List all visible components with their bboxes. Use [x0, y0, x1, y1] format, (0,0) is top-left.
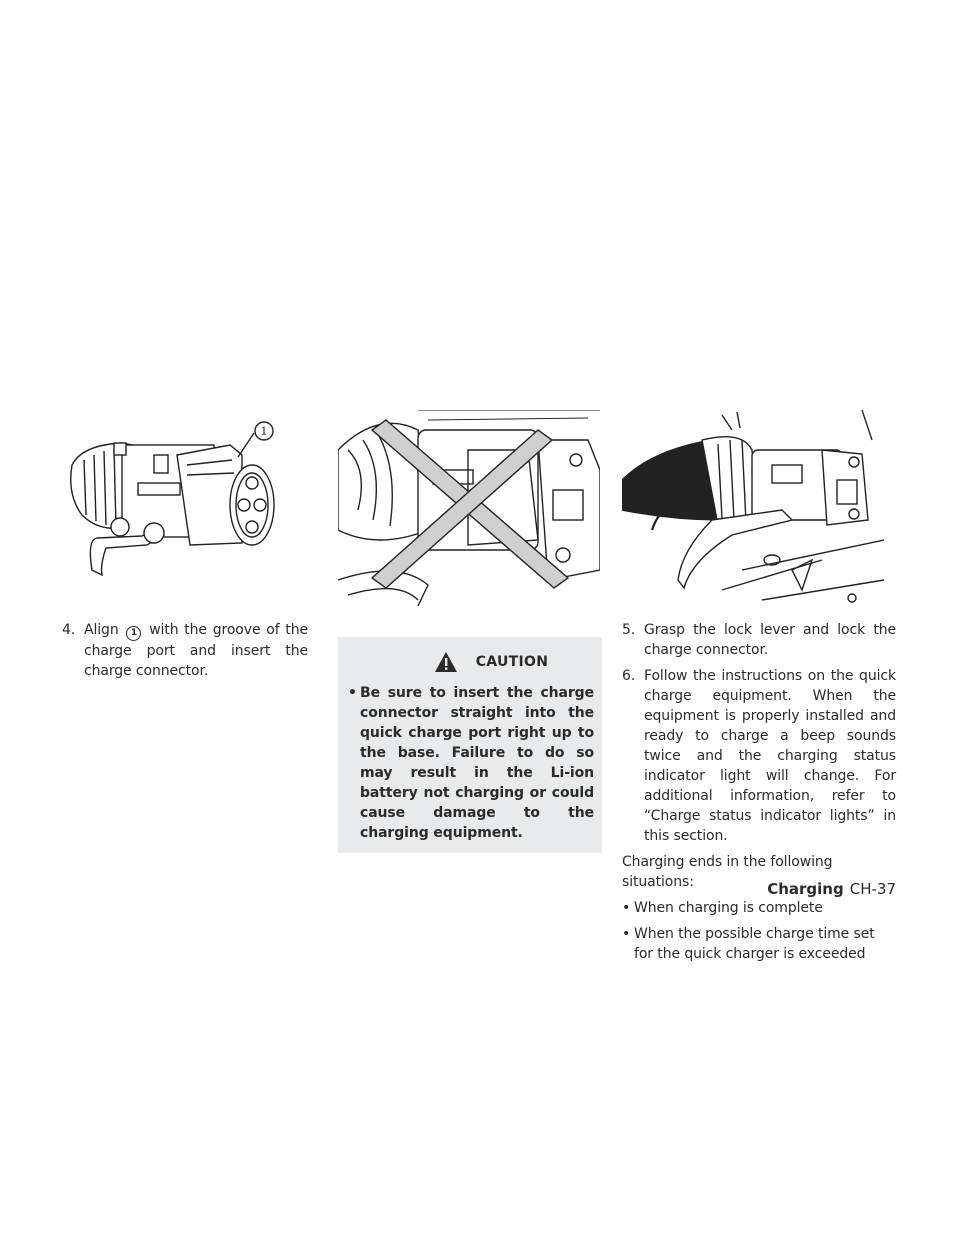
list-item: [622, 898, 896, 918]
caution-box: [338, 637, 602, 853]
caution-item: [348, 683, 594, 843]
page-number: CH-37: [849, 880, 896, 898]
step-4-pre: Align: [84, 622, 119, 638]
bullet-icon: •: [622, 900, 631, 916]
step-6-text: Follow the instructions on the quick charge equipment. When the equipment is properly installed and ready to charge a beep sounds twice and the charging status indicator light will change. For additional information, refer to “Charge status indicator lights” in this section.: [644, 668, 896, 844]
bullet-icon: •: [622, 926, 631, 942]
column-middle: [338, 637, 602, 853]
step-5: [622, 620, 896, 660]
connector-illustration: [62, 415, 292, 590]
page-footer: [767, 880, 896, 898]
list-item: [622, 924, 896, 964]
step-6: [622, 666, 896, 846]
step-4-text: with the groove of the charge port and insert the charge connector.: [84, 622, 308, 679]
column-right: [622, 620, 896, 970]
step-5-number: 5.: [622, 622, 636, 638]
ends-intro: Charging ends in the following situations:: [622, 854, 833, 890]
step-4: [62, 620, 308, 681]
caution-item-text: Be sure to insert the charge connector straight into the quick charge port right up to the base. Failure to do so may result in the Li-ion battery not charging or could cause damage to the charging equipment.: [360, 685, 594, 841]
list-item-text: When charging is complete: [634, 900, 823, 916]
lock-lever-illustration: [622, 410, 884, 606]
footer-section: Charging: [767, 880, 844, 898]
warning-triangle-icon: [434, 651, 458, 673]
column-left: [62, 620, 308, 687]
callout-1-icon: 1: [126, 626, 141, 641]
list-item-text: When the possible charge time set for the quick charger is exceeded: [634, 926, 875, 962]
caution-title: CAUTION: [475, 654, 549, 670]
step-5-text: Grasp the lock lever and lock the charge connector.: [644, 622, 896, 658]
incorrect-insertion-illustration: [338, 410, 600, 606]
bullet-icon: •: [348, 685, 357, 701]
caution-header: [348, 647, 594, 677]
step-4-number: 4.: [62, 622, 76, 638]
callout-1-label: 1: [260, 425, 268, 438]
step-6-number: 6.: [622, 668, 636, 684]
